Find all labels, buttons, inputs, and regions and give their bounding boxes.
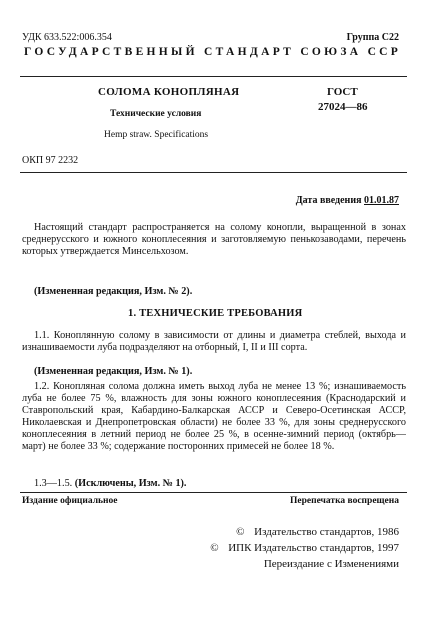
header-divider bbox=[20, 76, 407, 77]
udk-code: УДК 633.522:006.354 bbox=[22, 32, 112, 43]
copyright-1986-text: Издательство стандартов, 1986 bbox=[254, 526, 399, 538]
footer-divider bbox=[20, 492, 407, 493]
copyright-symbol-2: © bbox=[210, 542, 219, 554]
document-subtitle: Технические условия bbox=[110, 109, 202, 119]
gost-number: 27024—86 bbox=[318, 101, 368, 113]
document-title: СОЛОМА КОНОПЛЯНАЯ bbox=[98, 86, 240, 98]
okp-code: ОКП 97 2232 bbox=[22, 155, 79, 166]
group-code: Группа С22 bbox=[346, 32, 399, 43]
title-divider bbox=[20, 172, 407, 173]
english-title: Hemp straw. Specifications bbox=[104, 130, 209, 140]
paragraph-1-3 bbox=[34, 478, 186, 489]
intro-date-value: 01.01.87 bbox=[364, 195, 399, 206]
paragraph-1-3-note: (Исключены, Изм. № 1). bbox=[74, 478, 187, 489]
reissue-note: Переиздание с Изменениями bbox=[263, 558, 399, 570]
intro-date bbox=[296, 195, 399, 206]
paragraph-scope bbox=[22, 222, 406, 258]
section-heading: 1. ТЕХНИЧЕСКИЕ ТРЕБОВАНИЯ bbox=[128, 308, 303, 319]
paragraph-1-3-number: 1.3—1.5. bbox=[34, 478, 73, 489]
reprint-prohibited: Перепечатка воспрещена bbox=[289, 496, 399, 506]
official-edition: Издание официальное bbox=[22, 496, 118, 506]
copyright-1997 bbox=[210, 542, 399, 554]
gost-label: ГОСТ bbox=[327, 86, 358, 98]
standard-heading: ГОСУДАРСТВЕННЫЙ СТАНДАРТ СОЮЗА ССР bbox=[24, 46, 402, 58]
paragraph-1-1-text: 1.1. Коноплянную солому в зависимости от длины и диаметра стеблей, выхода и изнашиваемости луба подразделяют на отборный, I, II и III сорта. bbox=[22, 330, 406, 353]
copyright-1997-text: ИПК Издательство стандартов, 1997 bbox=[228, 542, 399, 554]
copyright-1986 bbox=[236, 526, 399, 538]
amendment-note-2: (Измененная редакция, Изм. № 1). bbox=[34, 366, 193, 377]
paragraph-1-2 bbox=[22, 381, 406, 453]
copyright-symbol-1: © bbox=[236, 526, 245, 538]
paragraph-1-1 bbox=[22, 330, 406, 354]
paragraph-scope-text: Настоящий стандарт распространяется на солому конопли, выращенной в зонах среднерусского и южного коноплесеяния и заготовляемую пенькозаводами, перечень которых утверждается Минсельхозом. bbox=[22, 222, 406, 257]
paragraph-1-2-text: 1.2. Конопляная солома должна иметь выход луба не менее 13 %; изнашиваемость луба не более 75 %, влажность для зоны южного коноплесеяния (Краснодарский и Ставропольский края, Кабардино-Балкарская АССР и Северо-Осетинская АССР, Николаевская и Днепропетровская области) не более 33 %, для зоны среднерусского коноплесеяния в летний период не более 25 %, в осенне-зимний период (октябрь—март) не более 33 %; содержание посторонних примесей не более 18 %. bbox=[22, 381, 406, 452]
amendment-note-1: (Измененная редакция, Изм. № 2). bbox=[34, 286, 193, 297]
intro-date-label: Дата введения bbox=[295, 195, 362, 206]
